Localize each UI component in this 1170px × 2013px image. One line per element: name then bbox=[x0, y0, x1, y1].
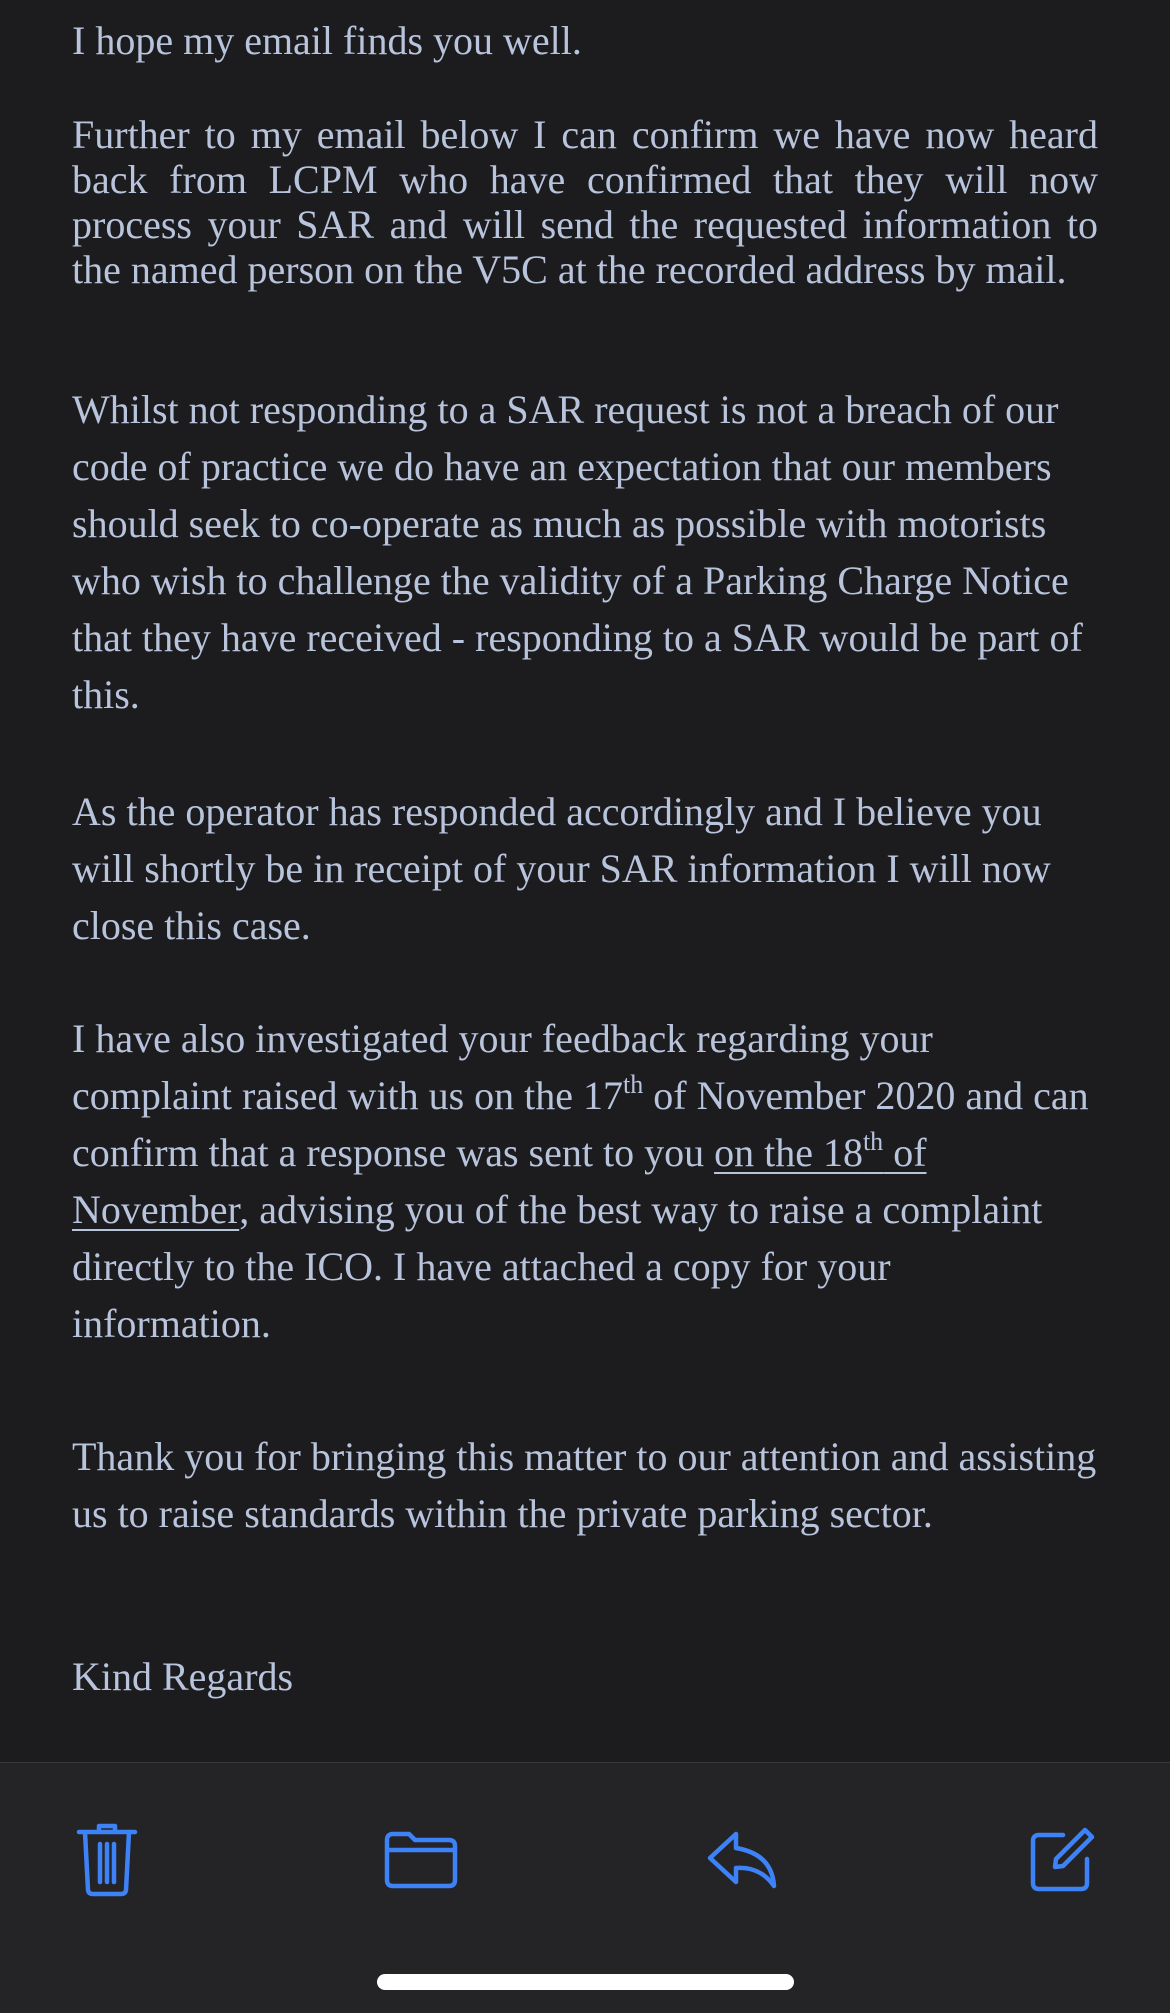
email-paragraph-lcpm: Further to my email below I can confirm we have now heard back from LCPM who have confirmed that they will now process your SAR and will send the requested information to the named person on the V5C at the recorded address by mail. bbox=[72, 112, 1098, 292]
reply-button[interactable] bbox=[687, 1805, 797, 1915]
delete-button[interactable] bbox=[52, 1805, 162, 1915]
feedback-sup-1: th bbox=[623, 1070, 644, 1099]
email-paragraph-close-case: As the operator has responded accordingly and I believe you will shortly be in receipt of your SAR information I will now close this case. bbox=[72, 789, 1051, 948]
feedback-text-2: of November 2020 and can confirm that a response was sent to you bbox=[72, 1073, 1089, 1175]
email-paragraph-thanks: Thank you for bringing this matter to our attention and assisting us to raise standards within the private parking sector. bbox=[72, 1434, 1097, 1536]
response-date-link-sup: th bbox=[862, 1127, 884, 1156]
email-body bbox=[72, 0, 1098, 1762]
feedback-text-1: I have also investigated your feedback regarding your complaint raised with us on the 17 bbox=[72, 1016, 933, 1118]
folder-icon bbox=[383, 1830, 459, 1890]
compose-icon bbox=[1029, 1827, 1095, 1893]
response-date-link-text-b: of November bbox=[72, 1130, 927, 1232]
trash-icon bbox=[75, 1822, 139, 1898]
email-paragraph-sar-practice: Whilst not responding to a SAR request is not a breach of our code of practice we do have an expectation that our members should seek to co-operate as much as possible with motorists who wish to challenge the validity of a Parking Charge Notice that they have received - responding to a SAR would be part of this. bbox=[72, 387, 1083, 717]
email-paragraph-greeting: I hope my email finds you well. bbox=[72, 18, 582, 63]
feedback-text-3: , advising you of the best way to raise a complaint directly to the ICO. I have attached a copy for your information. bbox=[72, 1187, 1043, 1346]
mail-toolbar bbox=[0, 1762, 1170, 2013]
compose-button[interactable] bbox=[1007, 1805, 1117, 1915]
email-signoff: Kind Regards bbox=[72, 1654, 294, 1699]
home-indicator[interactable] bbox=[377, 1974, 794, 1990]
response-date-link-text-a: on the 18 bbox=[714, 1130, 863, 1175]
reply-icon bbox=[706, 1830, 778, 1890]
move-to-folder-button[interactable] bbox=[366, 1805, 476, 1915]
email-paragraph-feedback bbox=[72, 1010, 1098, 1352]
